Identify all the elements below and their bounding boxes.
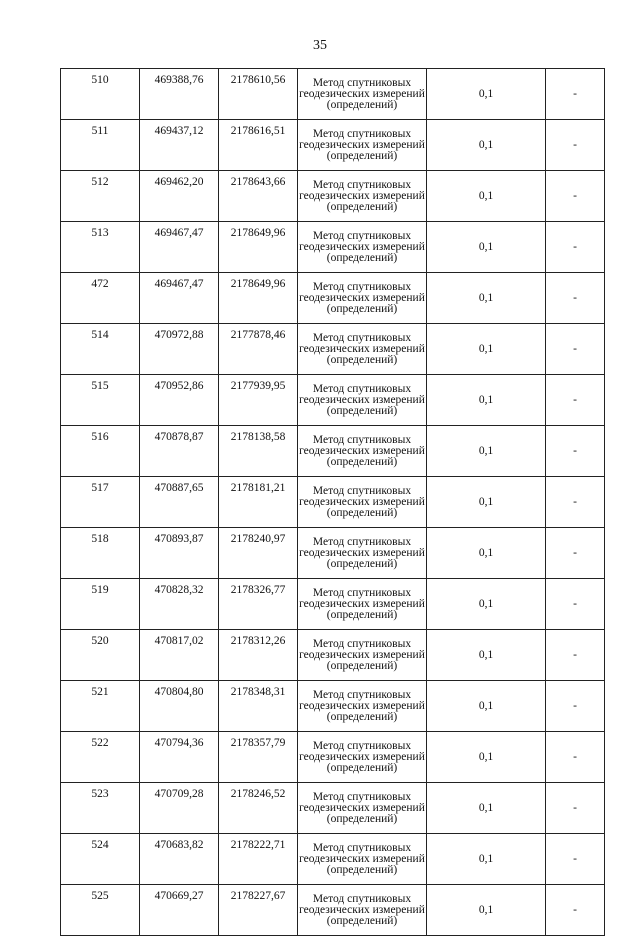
method-cell xyxy=(298,681,427,732)
method-cell xyxy=(298,579,427,630)
y-coordinate-cell: 2178246,52 xyxy=(219,783,298,834)
note-cell: - xyxy=(546,69,605,120)
method-line: Метод спутниковых xyxy=(312,127,412,140)
note-cell: - xyxy=(546,885,605,936)
method-line: геодезических измерений xyxy=(299,648,425,661)
x-coordinate-cell: 470878,87 xyxy=(140,426,219,477)
accuracy-cell: 0,1 xyxy=(427,171,546,222)
x-coordinate-cell: 469467,47 xyxy=(140,222,219,273)
method-line: (определений) xyxy=(326,812,398,825)
method-line: (определений) xyxy=(326,557,398,570)
method-line: Метод спутниковых xyxy=(312,841,412,854)
y-coordinate-cell: 2178222,71 xyxy=(219,834,298,885)
x-coordinate-cell: 470828,32 xyxy=(140,579,219,630)
point-number-cell: 512 xyxy=(61,171,140,222)
note-cell: - xyxy=(546,630,605,681)
method-line: (определений) xyxy=(326,608,398,621)
method-line: Метод спутниковых xyxy=(312,433,412,446)
table-row xyxy=(61,477,605,528)
method-line: Метод спутниковых xyxy=(312,739,412,752)
note-cell: - xyxy=(546,273,605,324)
point-number-cell: 518 xyxy=(61,528,140,579)
coordinates-table-body xyxy=(61,69,605,936)
table-row xyxy=(61,426,605,477)
method-cell xyxy=(298,273,427,324)
point-number-cell: 513 xyxy=(61,222,140,273)
table-row xyxy=(61,171,605,222)
y-coordinate-cell: 2178227,67 xyxy=(219,885,298,936)
method-cell xyxy=(298,783,427,834)
method-line: геодезических измерений xyxy=(299,546,425,559)
method-line: (определений) xyxy=(326,302,398,315)
table-row xyxy=(61,732,605,783)
accuracy-cell: 0,1 xyxy=(427,120,546,171)
x-coordinate-cell: 469437,12 xyxy=(140,120,219,171)
method-line: (определений) xyxy=(326,914,398,927)
method-line: Метод спутниковых xyxy=(312,892,412,905)
method-line: (определений) xyxy=(326,149,398,162)
point-number-cell: 520 xyxy=(61,630,140,681)
method-cell xyxy=(298,834,427,885)
table-row xyxy=(61,120,605,171)
table-row xyxy=(61,834,605,885)
accuracy-cell: 0,1 xyxy=(427,885,546,936)
method-line: геодезических измерений xyxy=(299,903,425,916)
accuracy-cell: 0,1 xyxy=(427,324,546,375)
method-line: геодезических измерений xyxy=(299,699,425,712)
table-row xyxy=(61,630,605,681)
y-coordinate-cell: 2178138,58 xyxy=(219,426,298,477)
method-cell xyxy=(298,171,427,222)
method-line: геодезических измерений xyxy=(299,801,425,814)
method-line: геодезических измерений xyxy=(299,393,425,406)
y-coordinate-cell: 2178312,26 xyxy=(219,630,298,681)
table-row xyxy=(61,69,605,120)
method-line: Метод спутниковых xyxy=(312,790,412,803)
accuracy-cell: 0,1 xyxy=(427,222,546,273)
method-cell xyxy=(298,69,427,120)
method-line: геодезических измерений xyxy=(299,87,425,100)
accuracy-cell: 0,1 xyxy=(427,375,546,426)
method-line: (определений) xyxy=(326,404,398,417)
note-cell: - xyxy=(546,324,605,375)
method-line: Метод спутниковых xyxy=(312,76,412,89)
note-cell: - xyxy=(546,783,605,834)
point-number-cell: 522 xyxy=(61,732,140,783)
note-cell: - xyxy=(546,681,605,732)
method-line: (определений) xyxy=(326,863,398,876)
method-cell xyxy=(298,324,427,375)
method-line: Метод спутниковых xyxy=(312,382,412,395)
method-line: (определений) xyxy=(326,710,398,723)
note-cell: - xyxy=(546,732,605,783)
method-line: (определений) xyxy=(326,98,398,111)
note-cell: - xyxy=(546,528,605,579)
note-cell: - xyxy=(546,477,605,528)
accuracy-cell: 0,1 xyxy=(427,783,546,834)
method-line: Метод спутниковых xyxy=(312,178,412,191)
method-line: геодезических измерений xyxy=(299,189,425,202)
point-number-cell: 519 xyxy=(61,579,140,630)
method-line: Метод спутниковых xyxy=(312,484,412,497)
point-number-cell: 525 xyxy=(61,885,140,936)
x-coordinate-cell: 470952,86 xyxy=(140,375,219,426)
x-coordinate-cell: 470893,87 xyxy=(140,528,219,579)
y-coordinate-cell: 2178326,77 xyxy=(219,579,298,630)
accuracy-cell: 0,1 xyxy=(427,528,546,579)
method-cell xyxy=(298,732,427,783)
method-line: (определений) xyxy=(326,200,398,213)
method-cell xyxy=(298,375,427,426)
note-cell: - xyxy=(546,375,605,426)
x-coordinate-cell: 470683,82 xyxy=(140,834,219,885)
x-coordinate-cell: 470972,88 xyxy=(140,324,219,375)
accuracy-cell: 0,1 xyxy=(427,579,546,630)
table-row xyxy=(61,579,605,630)
accuracy-cell: 0,1 xyxy=(427,630,546,681)
table-row xyxy=(61,273,605,324)
note-cell: - xyxy=(546,120,605,171)
accuracy-cell: 0,1 xyxy=(427,681,546,732)
coordinates-table xyxy=(60,68,605,936)
method-cell xyxy=(298,528,427,579)
x-coordinate-cell: 469388,76 xyxy=(140,69,219,120)
y-coordinate-cell: 2178240,97 xyxy=(219,528,298,579)
method-cell xyxy=(298,120,427,171)
accuracy-cell: 0,1 xyxy=(427,732,546,783)
method-line: (определений) xyxy=(326,251,398,264)
accuracy-cell: 0,1 xyxy=(427,273,546,324)
point-number-cell: 515 xyxy=(61,375,140,426)
x-coordinate-cell: 470804,80 xyxy=(140,681,219,732)
method-line: (определений) xyxy=(326,659,398,672)
method-cell xyxy=(298,222,427,273)
method-line: геодезических измерений xyxy=(299,444,425,457)
y-coordinate-cell: 2178616,51 xyxy=(219,120,298,171)
x-coordinate-cell: 470817,02 xyxy=(140,630,219,681)
table-row xyxy=(61,324,605,375)
method-line: (определений) xyxy=(326,761,398,774)
method-cell xyxy=(298,477,427,528)
y-coordinate-cell: 2178643,66 xyxy=(219,171,298,222)
accuracy-cell: 0,1 xyxy=(427,477,546,528)
method-line: (определений) xyxy=(326,455,398,468)
accuracy-cell: 0,1 xyxy=(427,426,546,477)
table-row xyxy=(61,783,605,834)
accuracy-cell: 0,1 xyxy=(427,69,546,120)
method-cell xyxy=(298,885,427,936)
table-row xyxy=(61,222,605,273)
x-coordinate-cell: 470709,28 xyxy=(140,783,219,834)
method-line: геодезических измерений xyxy=(299,495,425,508)
y-coordinate-cell: 2177939,95 xyxy=(219,375,298,426)
note-cell: - xyxy=(546,834,605,885)
point-number-cell: 524 xyxy=(61,834,140,885)
method-line: геодезических измерений xyxy=(299,291,425,304)
point-number-cell: 510 xyxy=(61,69,140,120)
method-line: Метод спутниковых xyxy=(312,586,412,599)
y-coordinate-cell: 2178610,56 xyxy=(219,69,298,120)
method-line: Метод спутниковых xyxy=(312,637,412,650)
x-coordinate-cell: 470887,65 xyxy=(140,477,219,528)
x-coordinate-cell: 470669,27 xyxy=(140,885,219,936)
page-number: 35 xyxy=(313,38,327,53)
method-line: Метод спутниковых xyxy=(312,535,412,548)
point-number-cell: 511 xyxy=(61,120,140,171)
method-line: геодезических измерений xyxy=(299,240,425,253)
point-number-cell: 521 xyxy=(61,681,140,732)
note-cell: - xyxy=(546,222,605,273)
method-line: Метод спутниковых xyxy=(312,331,412,344)
point-number-cell: 523 xyxy=(61,783,140,834)
method-line: геодезических измерений xyxy=(299,342,425,355)
point-number-cell: 516 xyxy=(61,426,140,477)
y-coordinate-cell: 2177878,46 xyxy=(219,324,298,375)
method-line: (определений) xyxy=(326,506,398,519)
table-row xyxy=(61,681,605,732)
y-coordinate-cell: 2178649,96 xyxy=(219,222,298,273)
method-line: Метод спутниковых xyxy=(312,688,412,701)
y-coordinate-cell: 2178181,21 xyxy=(219,477,298,528)
table-row xyxy=(61,375,605,426)
note-cell: - xyxy=(546,426,605,477)
note-cell: - xyxy=(546,579,605,630)
table-row xyxy=(61,885,605,936)
point-number-cell: 472 xyxy=(61,273,140,324)
y-coordinate-cell: 2178357,79 xyxy=(219,732,298,783)
accuracy-cell: 0,1 xyxy=(427,834,546,885)
method-line: Метод спутниковых xyxy=(312,229,412,242)
y-coordinate-cell: 2178348,31 xyxy=(219,681,298,732)
method-line: геодезических измерений xyxy=(299,750,425,763)
x-coordinate-cell: 469462,20 xyxy=(140,171,219,222)
note-cell: - xyxy=(546,171,605,222)
table-row xyxy=(61,528,605,579)
method-cell xyxy=(298,630,427,681)
method-line: Метод спутниковых xyxy=(312,280,412,293)
x-coordinate-cell: 470794,36 xyxy=(140,732,219,783)
x-coordinate-cell: 469467,47 xyxy=(140,273,219,324)
method-line: геодезических измерений xyxy=(299,597,425,610)
method-line: (определений) xyxy=(326,353,398,366)
method-line: геодезических измерений xyxy=(299,138,425,151)
point-number-cell: 514 xyxy=(61,324,140,375)
method-line: геодезических измерений xyxy=(299,852,425,865)
method-cell xyxy=(298,426,427,477)
y-coordinate-cell: 2178649,96 xyxy=(219,273,298,324)
point-number-cell: 517 xyxy=(61,477,140,528)
